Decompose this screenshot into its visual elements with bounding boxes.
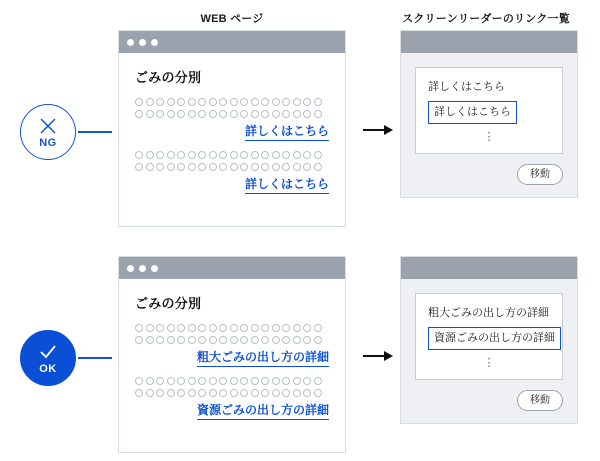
window-dot-maximize-icon: [151, 39, 158, 46]
dummy-text-row: [135, 324, 329, 332]
arrow-right-icon: [363, 124, 393, 136]
window-dot-minimize-icon: [139, 39, 146, 46]
window-dot-close-icon: [127, 39, 134, 46]
page-link[interactable]: 粗大ごみの出し方の詳細: [197, 350, 329, 367]
screen-reader-panel-ng: [400, 30, 578, 198]
badge-ok-label: OK: [39, 362, 57, 375]
dummy-text-block: [135, 377, 329, 397]
dummy-text-block: [135, 98, 329, 118]
browser-window-ok: [118, 256, 346, 453]
browser-content-ng: [119, 53, 345, 204]
badge-ng-label: NG: [39, 136, 57, 149]
connector-line-ng: [78, 131, 112, 133]
move-button[interactable]: 移動: [517, 164, 563, 185]
panel-titlebar-ok: [401, 257, 577, 279]
move-button[interactable]: 移動: [517, 390, 563, 411]
connector-line-ok: [78, 357, 112, 359]
dummy-text-row: [135, 151, 329, 159]
window-dot-maximize-icon: [151, 265, 158, 272]
column-header-web-page: WEB ページ: [200, 13, 264, 25]
page-link-row: [135, 177, 329, 194]
link-list-item[interactable]: 詳しくはこちら: [428, 81, 505, 93]
window-dot-close-icon: [127, 265, 134, 272]
cross-icon: [38, 116, 58, 136]
badge-ok: [20, 330, 76, 386]
link-list-item-selected[interactable]: 資源ごみの出し方の詳細: [428, 327, 561, 349]
dummy-text-row: [135, 98, 329, 106]
page-link[interactable]: 詳しくはこちら: [245, 177, 329, 194]
page-link-row: [135, 124, 329, 141]
link-list-ng: [415, 67, 563, 154]
browser-titlebar-ok: [119, 257, 345, 279]
check-icon: [38, 342, 58, 362]
page-title: ごみの分別: [135, 70, 202, 85]
browser-content-ok: [119, 279, 345, 430]
panel-content-ng: [401, 53, 577, 195]
page-link-row: [135, 350, 329, 367]
panel-content-ok: [401, 279, 577, 421]
section-divider: [0, 239, 600, 240]
browser-titlebar-ng: [119, 31, 345, 53]
ellipsis-icon: ⋮: [483, 130, 495, 143]
badge-ng: [20, 104, 76, 160]
panel-titlebar-ng: [401, 31, 577, 53]
browser-window-ng: [118, 30, 346, 227]
arrow-right-icon: [363, 350, 393, 362]
dummy-text-row: [135, 336, 329, 344]
dummy-text-row: [135, 163, 329, 171]
ellipsis-icon: ⋮: [483, 356, 495, 369]
page-title: ごみの分別: [135, 296, 202, 311]
dummy-text-row: [135, 377, 329, 385]
dummy-text-row: [135, 389, 329, 397]
page-link[interactable]: 資源ごみの出し方の詳細: [197, 403, 329, 420]
panel-footer-ok: [415, 390, 563, 411]
panel-footer-ng: [415, 164, 563, 185]
dummy-text-block: [135, 324, 329, 344]
page-link-row: [135, 403, 329, 420]
window-dot-minimize-icon: [139, 265, 146, 272]
dummy-text-row: [135, 110, 329, 118]
screen-reader-panel-ok: [400, 256, 578, 424]
link-list-ok: [415, 293, 563, 380]
dummy-text-block: [135, 151, 329, 171]
link-list-item[interactable]: 粗大ごみの出し方の詳細: [428, 307, 549, 319]
column-header-screen-reader: スクリーンリーダーのリンク一覧: [402, 13, 570, 25]
link-list-item-selected[interactable]: 詳しくはこちら: [428, 101, 517, 123]
page-link[interactable]: 詳しくはこちら: [245, 124, 329, 141]
